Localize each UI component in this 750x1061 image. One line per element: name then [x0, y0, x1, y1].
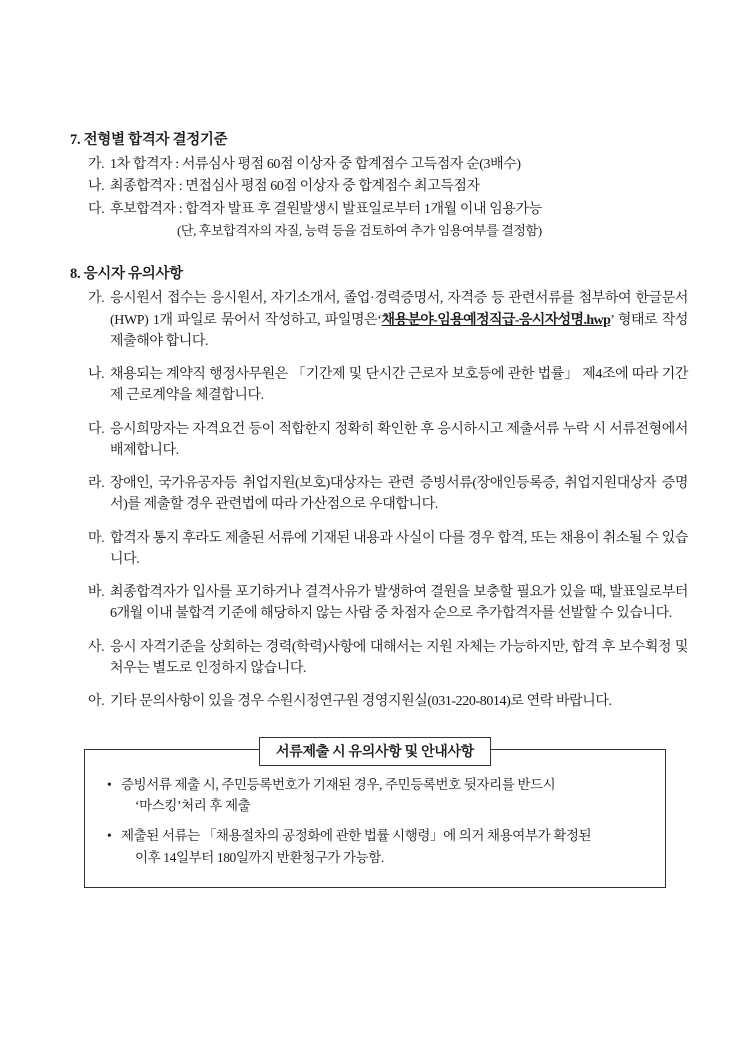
section-8-title: 8. 응시자 유의사항 — [70, 266, 183, 283]
notice-line-2: 이후 14일부터 180일까지 반환청구가 가능함. — [135, 850, 384, 866]
list-marker: 다. — [88, 201, 105, 217]
list-text: 기타 문의사항이 있을 경우 수원시정연구원 경영지원실(031-220-8014)로 연락 바랍니다. — [110, 694, 612, 710]
list-item — [62, 637, 688, 680]
bullet-icon: • — [107, 828, 112, 844]
list-marker: 사. — [88, 639, 105, 655]
list-item — [62, 154, 688, 175]
section-7-items — [62, 154, 688, 220]
list-item — [62, 528, 688, 571]
notice-box-title: 서류제출 시 유의사항 및 안내사항 — [259, 737, 491, 766]
list-item — [107, 774, 643, 818]
list-text-after: ’ 형태로 작성 제출해야 합니다. — [110, 312, 688, 349]
list-item — [107, 825, 643, 869]
list-text: 1차 합격자 : 서류심사 평점 60점 이상자 중 합계점수 고득점자 순(3배수) — [110, 157, 521, 172]
list-item — [62, 288, 688, 352]
list-text: 최종합격자가 입사를 포기하거나 결격사유가 발생하여 결원을 보충할 필요가 있을 때, 발표일로부터 6개월 이내 불합격 기준에 해당하지 않는 사람 중 차점자 순으로 추가합격자를 선발할 수 있습니다. — [110, 585, 688, 622]
list-item — [62, 199, 688, 220]
list-marker: 나. — [88, 367, 105, 383]
section-8-items — [62, 288, 688, 712]
notice-line-1: 제출된 서류는 「채용절차의 공정화에 관한 법률 시행령」에 의거 채용여부가 확정된 — [121, 828, 592, 844]
notice-line-1: 증빙서류 제출 시, 주민등록번호가 기재된 경우, 주민등록번호 뒷자리를 반드시 — [121, 776, 556, 792]
section-7 — [62, 128, 688, 240]
list-text: 합격자 통지 후라도 제출된 서류에 기재된 내용과 사실이 다를 경우 합격, 또는 채용이 취소될 수 있습니다. — [110, 530, 688, 567]
list-item — [62, 582, 688, 625]
bullet-icon: • — [107, 776, 112, 792]
list-text — [110, 288, 688, 352]
list-text-before: 응시원서 접수는 응시원서, 자기소개서, 졸업·경력증명서, 자격증 등 관련서류를 첨부하여 한글문서(HWP) 1개 파일로 묶어서 작성하고, 파일명은‘ — [110, 291, 688, 328]
list-text — [121, 774, 643, 818]
notice-box — [84, 744, 666, 888]
list-item — [62, 691, 688, 712]
list-text: 장애인, 국가유공자등 취업지원(보호)대상자는 관련 증빙서류(장애인등록증, 취업지원대상자 증명서)를 제출할 경우 관련법에 따라 가산점으로 우대합니다. — [110, 476, 688, 513]
list-marker: 마. — [88, 530, 105, 546]
list-marker: 라. — [88, 476, 105, 492]
section-8 — [62, 262, 688, 712]
list-marker: 아. — [88, 694, 105, 710]
list-text: 최종합격자 : 면접심사 평점 60점 이상자 중 합계점수 최고득점자 — [110, 179, 480, 195]
section-7-note: (단, 후보합격자의 자질, 능력 등을 검토하여 추가 임용여부를 결정함) — [177, 222, 542, 238]
section-7-title: 7. 전형별 합격자 결정기준 — [70, 132, 228, 148]
notice-box-items — [107, 774, 643, 869]
list-marker: 바. — [88, 585, 105, 601]
list-text: 후보합격자 : 합격자 발표 후 결원발생시 발표일로부터 1개월 이내 임용가능 — [110, 201, 542, 217]
list-item — [62, 176, 688, 197]
list-marker: 다. — [88, 421, 105, 437]
list-marker: 가. — [88, 291, 105, 307]
list-text: 응시 자격기준을 상회하는 경력(학력)사항에 대해서는 지원 자체는 가능하지만, 합격 후 보수획정 및 처우는 별도로 인정하지 않습니다. — [110, 639, 688, 677]
list-item — [62, 419, 688, 462]
list-marker: 가. — [88, 157, 105, 172]
list-marker: 나. — [88, 179, 105, 195]
list-text — [121, 825, 643, 869]
list-text: 채용되는 계약직 행정사무원은 「기간제 및 단시간 근로자 보호등에 관한 법률」 제4조에 따라 기간제 근로계약을 체결합니다. — [110, 367, 688, 404]
list-text: 응시희망자는 자격요건 등이 적합한지 정확히 확인한 후 응시하시고 제출서류 누락 시 서류전형에서 배제합니다. — [110, 421, 688, 458]
file-name-emphasis: 채용분야-임용예정직급-응시자성명.hwp — [381, 312, 611, 328]
list-item — [62, 473, 688, 516]
list-item — [62, 364, 688, 407]
notice-line-2: ‘마스킹’처리 후 제출 — [135, 798, 251, 814]
